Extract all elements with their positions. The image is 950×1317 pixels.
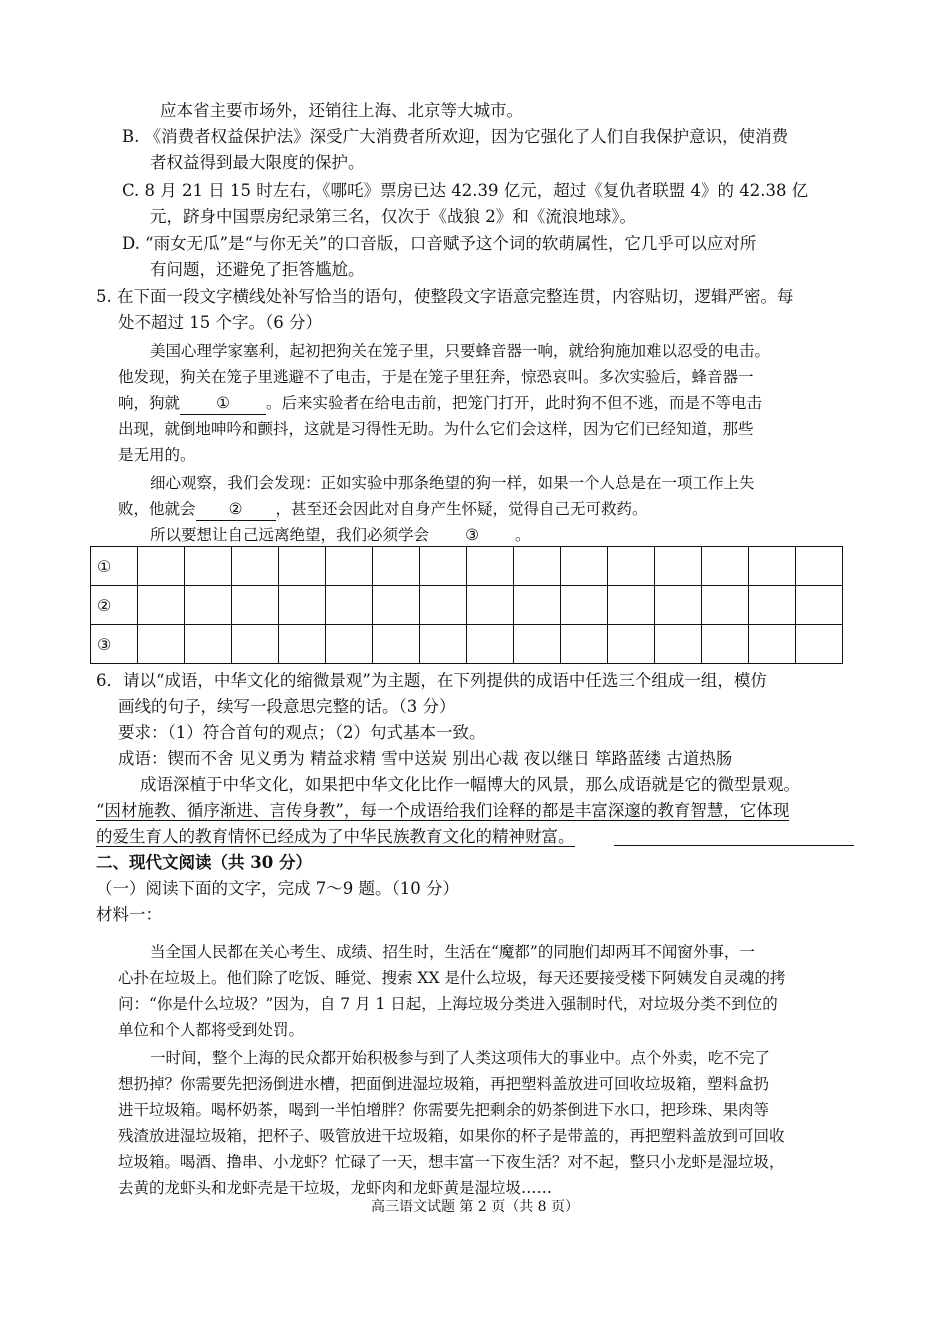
q5-stem-line1: 5. 在下面一段文字横线处补写恰当的语句，使整段文字语意完整连贯，内容贴切，逻辑严密。每 <box>96 287 794 306</box>
answer-cell[interactable] <box>326 625 373 664</box>
q6-idioms: 成语：锲而不舍 见义勇为 精益求精 雪中送炭 别出心裁 夜以继日 筚路蓝缕 古道热肠 <box>118 749 733 768</box>
answer-cell[interactable] <box>326 547 373 586</box>
answer-cell[interactable] <box>561 547 608 586</box>
answer-row-1 <box>91 547 843 586</box>
answer-cell[interactable] <box>232 625 279 664</box>
answer-cell[interactable] <box>655 586 702 625</box>
answer-cell[interactable] <box>420 625 467 664</box>
answer-cell[interactable] <box>749 625 796 664</box>
answer-cell[interactable] <box>138 625 185 664</box>
answer-cell[interactable] <box>138 547 185 586</box>
answer-cell[interactable] <box>655 625 702 664</box>
q6-requirements: 要求：（1）符合首句的观点；（2）句式基本一致。 <box>118 723 486 742</box>
answer-cell[interactable] <box>702 625 749 664</box>
answer-cell[interactable] <box>796 586 843 625</box>
answer-grid <box>90 546 843 664</box>
answer-cell[interactable] <box>185 547 232 586</box>
answer-cell[interactable] <box>514 625 561 664</box>
answer-cell[interactable] <box>608 625 655 664</box>
answer-cell[interactable] <box>561 625 608 664</box>
blank-2[interactable]: ② <box>196 498 276 521</box>
q5-p3-end: 。 <box>515 526 531 544</box>
q5-p1-line3-start: 响，狗就 <box>118 394 181 412</box>
answer-cell[interactable] <box>420 547 467 586</box>
answer-cell[interactable] <box>514 586 561 625</box>
q5-p3-start: 所以要想让自己远离绝望，我们必须学会 <box>150 526 430 544</box>
answer-cell[interactable] <box>185 625 232 664</box>
answer-cell[interactable] <box>796 625 843 664</box>
answer-cell[interactable] <box>608 547 655 586</box>
answer-cell[interactable] <box>608 586 655 625</box>
material-p2-line4: 残渣放进湿垃圾箱，把杯子、吸管放进干垃圾箱，如果你的杯子是带盖的，再把塑料盖放到可回收 <box>118 1127 785 1145</box>
answer-cell[interactable] <box>655 547 702 586</box>
material-p2-line2: 想扔掉？你需要先把汤倒进水槽，把面倒进湿垃圾箱，再把塑料盖放进可回收垃圾箱，塑料盒扔 <box>118 1075 770 1093</box>
option-c-line2: 元，跻身中国票房纪录第三名，仅次于《战狼 2》和《流浪地球》。 <box>150 207 636 226</box>
option-a-tail: 应本省主要市场外，还销往上海、北京等大城市。 <box>160 101 523 120</box>
option-d-line1: D. “雨女无瓜”是“与你无关”的口音版，口音赋予这个词的软萌属性，它几乎可以应对所 <box>122 234 757 253</box>
q5-p1-line3 <box>118 392 762 415</box>
q6-answer-line[interactable] <box>614 845 854 846</box>
section-2-subtitle: （一）阅读下面的文字，完成 7～9 题。（10 分） <box>96 879 459 898</box>
q5-p2-line2-end: ，甚至还会因此对自身产生怀疑，觉得自己无可救药。 <box>275 500 648 518</box>
answer-cell[interactable] <box>138 586 185 625</box>
blank-3[interactable]: ③ <box>429 524 515 547</box>
answer-cell[interactable] <box>373 586 420 625</box>
material-p2-line5: 垃圾箱。喝酒、撸串、小龙虾？忙碌了一天，想丰富一下夜生活？对不起，整只小龙虾是湿垃圾， <box>118 1153 785 1171</box>
answer-cell[interactable] <box>514 547 561 586</box>
answer-cell[interactable] <box>279 586 326 625</box>
q6-underlined-sentence-part2: 的爱生育人的教育情怀已经成为了中华民族教育文化的精神财富。 <box>96 827 575 846</box>
page-footer: 高三语文试题 第 2 页（共 8 页） <box>370 1199 580 1215</box>
answer-cell[interactable] <box>467 586 514 625</box>
answer-cell[interactable] <box>232 586 279 625</box>
answer-cell[interactable] <box>561 586 608 625</box>
q5-p1-line3-end: 。后来实验者在给电击前，把笼门打开，此时狗不但不逃，而是不等电击 <box>266 394 763 412</box>
material-p2-line3: 进干垃圾箱。喝杯奶茶，喝到一半怕增胖？你需要先把剩余的奶茶倒进下水口，把珍珠、果肉等 <box>118 1101 770 1119</box>
answer-cell[interactable] <box>420 586 467 625</box>
q5-p2-line2-start: 败，他就会 <box>118 500 196 518</box>
answer-row-3 <box>91 625 843 664</box>
blank-1[interactable]: ① <box>180 392 266 415</box>
answer-cell[interactable] <box>279 547 326 586</box>
material-1-label: 材料一： <box>96 905 162 924</box>
answer-cell[interactable] <box>373 625 420 664</box>
answer-row-label: ③ <box>91 625 138 664</box>
answer-cell[interactable] <box>467 547 514 586</box>
answer-cell[interactable] <box>373 547 420 586</box>
answer-cell[interactable] <box>232 547 279 586</box>
q6-text-line2 <box>96 800 789 822</box>
material-p2-line1: 一时间，整个上海的民众都开始积极参与到了人类这项伟大的事业中。点个外卖，吃不完了 <box>150 1049 771 1067</box>
answer-cell[interactable] <box>185 586 232 625</box>
q6-text-line1: 成语深植于中华文化，如果把中华文化比作一幅博大的风景，那么成语就是它的微型景观。 <box>140 775 800 794</box>
q5-p2-line1: 细心观察，我们会发现：正如实验中那条绝望的狗一样，如果一个人总是在一项工作上失 <box>150 474 755 492</box>
answer-cell[interactable] <box>749 586 796 625</box>
answer-cell[interactable] <box>467 625 514 664</box>
q6-underlined-sentence-part1: “因材施教、循序渐进、言传身教”，每一个成语给我们诠释的都是丰富深邃的教育智慧，它体现 <box>96 801 790 820</box>
answer-cell[interactable] <box>796 547 843 586</box>
answer-cell[interactable] <box>702 547 749 586</box>
answer-row-label: ② <box>91 586 138 625</box>
answer-row-label: ① <box>91 547 138 586</box>
option-d-line2: 有问题，还避免了拒答尴尬。 <box>150 260 365 279</box>
q5-p1-line4: 出现，就倒地呻吟和颤抖，这就是习得性无助。为什么它们会这样，因为它们已经知道，那些 <box>118 420 754 438</box>
material-p1-line3: 问：“你是什么垃圾？”因为，自 7 月 1 日起，上海垃圾分类进入强制时代，对垃圾分类不到位的 <box>118 995 778 1013</box>
option-b-line2: 者权益得到最大限度的保护。 <box>150 153 365 172</box>
answer-cell[interactable] <box>279 625 326 664</box>
answer-cell[interactable] <box>702 586 749 625</box>
answer-cell[interactable] <box>326 586 373 625</box>
material-p2-line6: 去黄的龙虾头和龙虾壳是干垃圾，龙虾肉和龙虾黄是湿垃圾…… <box>118 1179 553 1197</box>
q5-p1-line5: 是无用的。 <box>118 446 196 464</box>
q6-stem-line2: 画线的句子，续写一段意思完整的话。（3 分） <box>118 697 456 716</box>
material-p1-line4: 单位和个人都将受到处罚。 <box>118 1021 305 1039</box>
q5-p3 <box>150 524 531 547</box>
answer-row-2 <box>91 586 843 625</box>
q5-stem-line2: 处不超过 15 个字。（6 分） <box>118 313 322 332</box>
q5-p1-line2: 他发现，狗关在笼子里逃避不了电击，于是在笼子里狂奔，惊恐哀叫。多次实验后，蜂音器一 <box>118 368 754 386</box>
section-2-title: 二、现代文阅读（共 30 分） <box>96 853 312 872</box>
option-c-line1: C. 8 月 21 日 15 时左右，《哪吒》票房已达 42.39 亿元，超过《复仇者联盟 4》的 42.38 亿 <box>122 181 809 200</box>
q5-p2-line2 <box>118 498 648 521</box>
answer-cell[interactable] <box>749 547 796 586</box>
material-p1-line1: 当全国人民都在关心考生、成绩、招生时，生活在“魔都”的同胞们却两耳不闻窗外事，一 <box>150 943 755 961</box>
q5-p1-line1: 美国心理学家塞利，起初把狗关在笼子里，只要蜂音器一响，就给狗施加难以忍受的电击。 <box>150 342 771 360</box>
q6-stem-line1: 6．请以“成语，中华文化的缩微景观”为主题，在下列提供的成语中任选三个组成一组，模仿 <box>96 671 767 690</box>
q6-text-line3 <box>96 826 575 848</box>
material-p1-line2: 心扑在垃圾上。他们除了吃饭、睡觉、搜索 XX 是什么垃圾，每天还要接受楼下阿姨发自灵魂的拷 <box>118 969 786 987</box>
option-b-line1: B. 《消费者权益保护法》深受广大消费者所欢迎，因为它强化了人们自我保护意识，使消费 <box>122 127 789 146</box>
